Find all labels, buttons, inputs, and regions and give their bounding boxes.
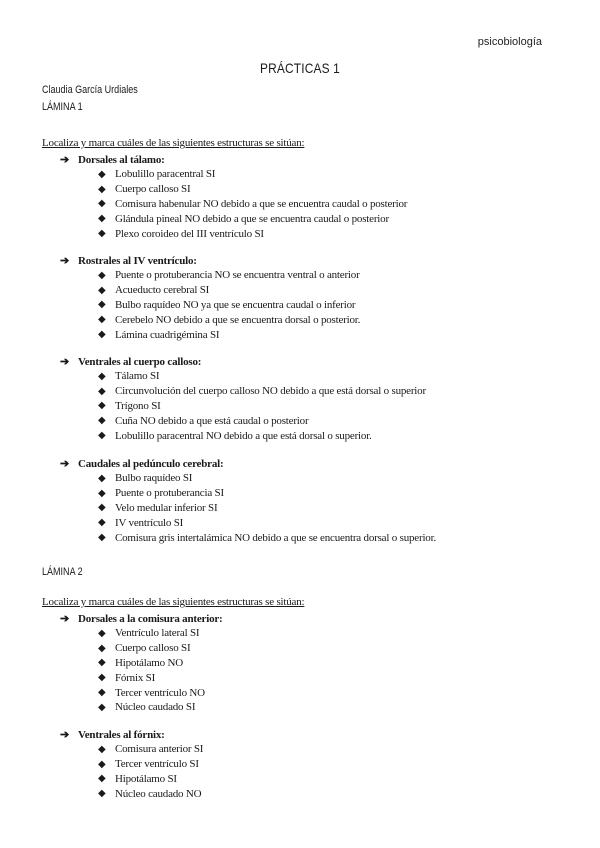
list-item bbox=[60, 486, 436, 501]
diamond-bullet-icon: ◆ bbox=[98, 168, 106, 180]
list-item bbox=[60, 298, 360, 313]
answer-list bbox=[60, 369, 426, 443]
diamond-bullet-icon: ◆ bbox=[98, 269, 106, 281]
diamond-bullet-icon: ◆ bbox=[98, 788, 106, 800]
list-item bbox=[60, 757, 203, 772]
diamond-bullet-icon: ◆ bbox=[98, 415, 106, 427]
list-item-text: Bulbo raquídeo NO ya que se encuentra caudal o inferior bbox=[115, 298, 356, 311]
diamond-bullet-icon: ◆ bbox=[98, 198, 106, 210]
answer-list bbox=[60, 471, 436, 545]
question-group bbox=[60, 456, 436, 545]
list-item-text: Puente o protuberancia SI bbox=[115, 487, 224, 500]
list-item bbox=[60, 685, 223, 700]
diamond-bullet-icon: ◆ bbox=[98, 687, 106, 699]
diamond-bullet-icon: ◆ bbox=[98, 701, 106, 713]
list-item-text: Puente o protuberancia NO se encuentra ventral o anterior bbox=[115, 269, 360, 282]
list-item bbox=[60, 167, 407, 182]
list-item bbox=[60, 369, 426, 384]
diamond-bullet-icon: ◆ bbox=[98, 400, 106, 412]
question-group bbox=[60, 611, 223, 715]
list-item bbox=[60, 670, 223, 685]
diamond-bullet-icon: ◆ bbox=[98, 627, 106, 639]
list-item bbox=[60, 656, 223, 671]
arrow-right-icon: ➔ bbox=[60, 255, 70, 267]
diamond-bullet-icon: ◆ bbox=[98, 672, 106, 684]
list-item-text: Trígono SI bbox=[115, 399, 161, 412]
diamond-bullet-icon: ◆ bbox=[98, 213, 106, 225]
diamond-bullet-icon: ◆ bbox=[98, 532, 106, 544]
list-item-text: Cuña NO debido a que está caudal o posterior bbox=[115, 414, 309, 427]
lamina-heading: LÁMINA 1 bbox=[42, 101, 83, 113]
arrow-right-icon: ➔ bbox=[60, 154, 70, 166]
list-item bbox=[60, 268, 360, 283]
list-item-text: Comisura anterior SI bbox=[115, 743, 204, 756]
list-item-text: Ventrículo lateral SI bbox=[115, 627, 200, 640]
page-title: PRÁCTICAS 1 bbox=[260, 60, 340, 76]
answer-list bbox=[60, 742, 203, 801]
list-item-text: Cerebelo NO debido a que se encuentra dorsal o posterior. bbox=[115, 313, 361, 326]
list-item-text: Fórnix SI bbox=[115, 671, 156, 684]
list-item-text: Tercer ventrículo NO bbox=[115, 686, 205, 699]
diamond-bullet-icon: ◆ bbox=[98, 430, 106, 442]
list-item bbox=[60, 786, 203, 801]
group-heading bbox=[60, 354, 426, 369]
instruction-text: Localiza y marca cuáles de las siguientes estructuras se sitúan: bbox=[42, 137, 305, 149]
group-heading bbox=[60, 456, 436, 471]
list-item bbox=[60, 413, 426, 428]
list-item bbox=[60, 312, 360, 327]
question-group bbox=[60, 354, 426, 443]
list-item-text: Comisura habenular NO debido a que se encuentra caudal o posterior bbox=[115, 197, 408, 210]
list-item-text: Hipotálamo NO bbox=[115, 656, 183, 669]
diamond-bullet-icon: ◆ bbox=[98, 299, 106, 311]
list-item-text: Tálamo SI bbox=[115, 370, 160, 383]
list-item bbox=[60, 742, 203, 757]
list-item bbox=[60, 428, 426, 443]
list-item-text: Hipotálamo SI bbox=[115, 772, 177, 785]
list-item bbox=[60, 211, 407, 226]
diamond-bullet-icon: ◆ bbox=[98, 743, 106, 755]
diamond-bullet-icon: ◆ bbox=[98, 314, 106, 326]
list-item bbox=[60, 626, 223, 641]
list-item bbox=[60, 641, 223, 656]
answer-list bbox=[60, 626, 223, 715]
group-heading-text: Dorsales al tálamo: bbox=[78, 153, 165, 166]
group-heading-text: Ventrales al cuerpo calloso: bbox=[78, 355, 202, 368]
group-heading bbox=[60, 152, 407, 167]
arrow-right-icon: ➔ bbox=[60, 458, 70, 470]
list-item bbox=[60, 197, 407, 212]
list-item bbox=[60, 530, 436, 545]
group-heading-text: Ventrales al fórnix: bbox=[78, 728, 165, 741]
list-item-text: Glándula pineal NO debido a que se encuentra caudal o posterior bbox=[115, 212, 389, 225]
list-item-text: IV ventrículo SI bbox=[115, 516, 184, 529]
arrow-right-icon: ➔ bbox=[60, 729, 70, 741]
diamond-bullet-icon: ◆ bbox=[98, 487, 106, 499]
instruction-text: Localiza y marca cuáles de las siguientes estructuras se sitúan: bbox=[42, 596, 305, 608]
diamond-bullet-icon: ◆ bbox=[98, 502, 106, 514]
author-name: Claudia García Urdiales bbox=[42, 84, 138, 96]
list-item-text: Circunvolución del cuerpo calloso NO debido a que está dorsal o superior bbox=[115, 385, 426, 398]
lamina-heading: LÁMINA 2 bbox=[42, 566, 83, 578]
list-item-text: Velo medular inferior SI bbox=[115, 501, 218, 514]
list-item-text: Núcleo caudado NO bbox=[115, 787, 202, 800]
list-item-text: Cuerpo calloso SI bbox=[115, 642, 191, 655]
diamond-bullet-icon: ◆ bbox=[98, 758, 106, 770]
list-item-text: Acueducto cerebral SI bbox=[115, 284, 210, 297]
diamond-bullet-icon: ◆ bbox=[98, 472, 106, 484]
list-item bbox=[60, 384, 426, 399]
list-item bbox=[60, 772, 203, 787]
group-heading-text: Caudales al pedúnculo cerebral: bbox=[78, 457, 224, 470]
diamond-bullet-icon: ◆ bbox=[98, 284, 106, 296]
diamond-bullet-icon: ◆ bbox=[98, 657, 106, 669]
diamond-bullet-icon: ◆ bbox=[98, 642, 106, 654]
group-heading bbox=[60, 727, 203, 742]
list-item-text: Núcleo caudado SI bbox=[115, 701, 196, 714]
diamond-bullet-icon: ◆ bbox=[98, 183, 106, 195]
answer-list bbox=[60, 268, 360, 342]
arrow-right-icon: ➔ bbox=[60, 356, 70, 368]
group-heading bbox=[60, 611, 223, 626]
list-item-text: Tercer ventrículo SI bbox=[115, 758, 199, 771]
group-heading-text: Dorsales a la comisura anterior: bbox=[78, 612, 223, 625]
list-item bbox=[60, 399, 426, 414]
list-item bbox=[60, 515, 436, 530]
arrow-right-icon: ➔ bbox=[60, 613, 70, 625]
list-item-text: Comisura gris intertalámica NO debido a que se encuentra dorsal o superior. bbox=[115, 531, 437, 544]
answer-list bbox=[60, 167, 407, 241]
list-item-text: Lámina cuadrigémina SI bbox=[115, 328, 220, 341]
diamond-bullet-icon: ◆ bbox=[98, 329, 106, 341]
list-item-text: Lobulillo paracentral NO debido a que está dorsal o superior. bbox=[115, 429, 372, 442]
list-item bbox=[60, 283, 360, 298]
diamond-bullet-icon: ◆ bbox=[98, 385, 106, 397]
diamond-bullet-icon: ◆ bbox=[98, 228, 106, 240]
list-item bbox=[60, 501, 436, 516]
diamond-bullet-icon: ◆ bbox=[98, 517, 106, 529]
question-group bbox=[60, 727, 203, 801]
list-item bbox=[60, 226, 407, 241]
diamond-bullet-icon: ◆ bbox=[98, 773, 106, 785]
list-item bbox=[60, 700, 223, 715]
list-item-text: Cuerpo calloso SI bbox=[115, 183, 191, 196]
list-item-text: Lobulillo paracentral SI bbox=[115, 168, 216, 181]
diamond-bullet-icon: ◆ bbox=[98, 370, 106, 382]
list-item-text: Bulbo raquídeo SI bbox=[115, 472, 193, 485]
header-subject-tag: psicobiología bbox=[477, 36, 542, 48]
question-group bbox=[60, 253, 360, 342]
list-item bbox=[60, 182, 407, 197]
list-item bbox=[60, 327, 360, 342]
group-heading-text: Rostrales al IV ventrículo: bbox=[78, 254, 197, 267]
question-group bbox=[60, 152, 407, 241]
list-item-text: Plexo coroideo del III ventrículo SI bbox=[115, 227, 264, 240]
group-heading bbox=[60, 253, 360, 268]
list-item bbox=[60, 471, 436, 486]
